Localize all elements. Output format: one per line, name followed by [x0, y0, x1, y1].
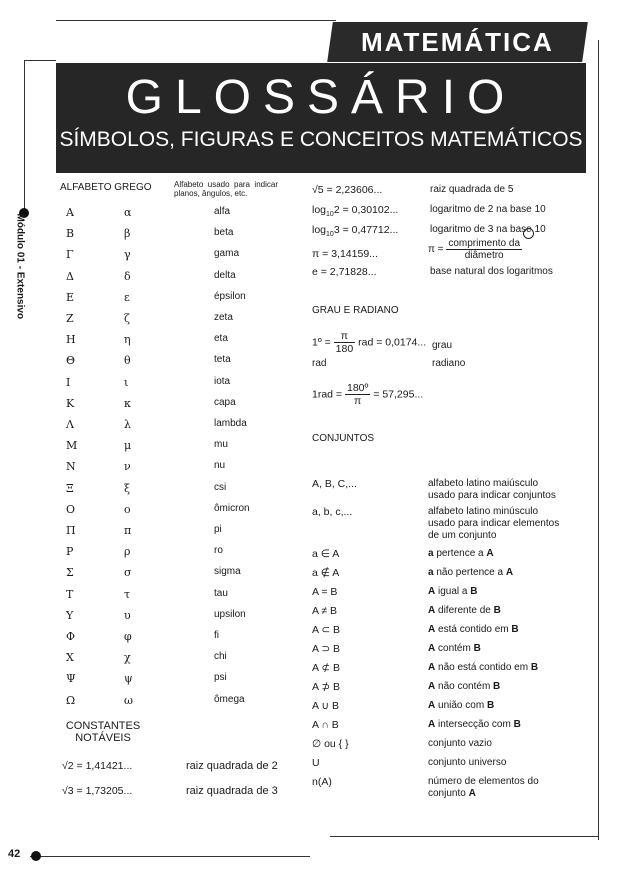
greek-upper: Κ	[66, 396, 75, 410]
left-rule	[24, 60, 25, 210]
greek-lower: ε	[124, 290, 130, 304]
greek-lower: τ	[124, 587, 131, 601]
greek-upper: Ε	[66, 290, 75, 304]
angles-heading: GRAU E RADIANO	[312, 305, 399, 316]
subject-banner: MATEMÁTICA	[327, 22, 588, 62]
greek-lower: φ	[124, 630, 132, 643]
number-desc: logaritmo de 3 na base 10	[430, 224, 546, 235]
greek-lower: δ	[124, 269, 131, 283]
set-description: conjunto universo	[428, 757, 507, 768]
greek-name: ômicron	[214, 502, 250, 514]
greek-lower: χ	[124, 651, 131, 665]
right-rule	[598, 40, 599, 840]
footer-dot	[31, 851, 41, 861]
greek-lower: ο	[124, 502, 131, 516]
greek-name: alfa	[214, 206, 231, 217]
number-expr: π = 3,14159...	[312, 248, 378, 260]
set-description: A está contido em B	[428, 624, 519, 635]
greek-upper: Μ	[66, 439, 78, 453]
set-description: A intersecção com B	[428, 719, 521, 730]
left-top-rule	[24, 60, 56, 61]
greek-name: tau	[214, 587, 228, 599]
greek-upper: Ρ	[66, 545, 74, 559]
constant-expr: √2 = 1,41421...	[62, 760, 133, 772]
greek-upper: Η	[66, 333, 76, 347]
set-symbol: U	[312, 757, 320, 769]
pi-definition: π = $\frac{\text{comprimento da}}{\text{diâmetro}}$	[428, 238, 516, 261]
greek-upper: Χ	[66, 651, 74, 665]
greek-upper: Ο	[66, 502, 76, 516]
greek-upper: Λ	[66, 418, 74, 431]
rad-label: rad	[312, 358, 327, 369]
greek-lower: α	[124, 206, 132, 219]
set-symbol: A ∪ B	[312, 700, 339, 712]
set-symbol: A ⊂ B	[312, 624, 341, 636]
bottom-rule	[30, 856, 310, 857]
greek-upper: Γ	[66, 248, 74, 262]
constant-desc: raiz quadrada de 2	[186, 760, 278, 772]
set-symbol: A ⊅ B	[312, 681, 341, 693]
greek-name: épsilon	[214, 290, 246, 302]
greek-name: fi	[214, 630, 219, 641]
greek-name: iota	[214, 375, 231, 387]
set-description: A não está contido em B	[428, 662, 539, 673]
top-rule	[56, 20, 336, 21]
circle-icon	[523, 228, 534, 239]
degree-formula: 1º = $\frac{\pi}{180}$ rad = 0,0174...	[312, 330, 427, 355]
greek-upper: Υ	[66, 608, 74, 622]
greek-name: nu	[214, 460, 226, 472]
set-description: conjunto vazio	[428, 738, 492, 749]
set-description: A união com B	[428, 700, 495, 711]
greek-lower: ζ	[124, 312, 130, 325]
greek-upper: Ν	[66, 460, 76, 474]
greek-name: beta	[214, 227, 234, 239]
number-expr: √5 = 2,23606...	[312, 184, 383, 196]
greek-upper: Ω	[66, 693, 76, 707]
greek-name: psi	[214, 672, 227, 684]
greek-name: mu	[214, 439, 228, 451]
greek-name: lambda	[214, 418, 247, 429]
set-description: A não contém B	[428, 681, 501, 692]
greek-name: ômega	[214, 693, 245, 705]
constants-heading: CONSTANTES NOTÁVEIS	[65, 720, 141, 744]
greek-upper: Ζ	[66, 312, 74, 325]
set-symbol: a ∈ A	[312, 548, 340, 560]
greek-upper: Ψ	[66, 672, 76, 686]
set-description: número de elementos do conjunto A	[428, 776, 539, 799]
greek-upper: Φ	[66, 630, 76, 643]
greek-upper: Σ	[66, 566, 74, 580]
greek-name: chi	[214, 651, 227, 663]
set-description: A igual a B	[428, 586, 478, 597]
set-description: A diferente de B	[428, 605, 501, 616]
page-number: 42	[8, 848, 21, 860]
greek-lower: θ	[124, 354, 131, 368]
set-symbol: A ⊄ B	[312, 662, 341, 674]
greek-lower: ρ	[124, 545, 131, 559]
set-symbol: ∅ ou { }	[312, 738, 349, 750]
number-expr: $\log_{10}3 = 0,47712$...	[312, 224, 399, 239]
greek-name: capa	[214, 396, 236, 408]
greek-name: eta	[214, 333, 228, 345]
number-expr: $\log_{10}2 = 0,30102$...	[312, 204, 399, 219]
greek-name: upsilon	[214, 608, 246, 620]
greek-name: gama	[214, 248, 240, 260]
radian-formula: 1rad = $\frac{\text{180º}}{\pi}$ = 57,295...	[312, 382, 424, 407]
page-subtitle: SÍMBOLOS, FIGURAS E CONCEITOS MATEMÁTICOS	[59, 128, 583, 151]
greek-lower: ι	[124, 375, 129, 389]
page-title: GLOSSÁRIO	[125, 71, 517, 124]
greek-upper: Θ	[66, 354, 76, 368]
greek-upper: Δ	[66, 269, 74, 283]
greek-upper: Β	[66, 227, 75, 241]
sets-heading: CONJUNTOS	[312, 433, 375, 444]
set-symbol: A ⊃ B	[312, 643, 341, 655]
set-symbol: A, B, C,...	[312, 478, 357, 490]
greek-note: Alfabeto usado para indicar planos, ângulos, etc.	[174, 180, 278, 198]
greek-name: zeta	[214, 312, 233, 323]
greek-upper: Τ	[66, 587, 74, 601]
set-description: alfabeto latino maiúsculo usado para indicar conjuntos	[428, 478, 556, 501]
constant-desc: raiz quadrada de 3	[186, 785, 278, 797]
set-symbol: a, b, c,...	[312, 506, 353, 518]
set-description: a pertence a A	[428, 548, 494, 559]
greek-upper: Π	[66, 524, 76, 537]
greek-name: csi	[214, 481, 227, 493]
set-symbol: a ∉ A	[312, 567, 340, 579]
greek-lower: π	[124, 524, 132, 537]
set-description: alfabeto latino minúsculo usado para indicar elementos de um conjunto	[428, 506, 560, 541]
greek-lower: γ	[124, 248, 131, 262]
greek-lower: β	[124, 227, 131, 241]
greek-lower: η	[124, 333, 131, 347]
radian-unit: radiano	[432, 358, 466, 369]
set-description: A contém B	[428, 643, 481, 654]
constant-expr: √3 = 1,73205...	[62, 785, 133, 797]
greek-lower: λ	[124, 418, 131, 431]
number-desc: logaritmo de 2 na base 10	[430, 204, 546, 215]
set-symbol: n(A)	[312, 776, 332, 788]
greek-name: ro	[214, 545, 223, 557]
greek-name: teta	[214, 354, 231, 366]
set-symbol: A ∩ B	[312, 719, 339, 731]
greek-upper: Ξ	[66, 481, 74, 495]
greek-lower: μ	[124, 439, 132, 453]
greek-lower: κ	[124, 396, 131, 410]
greek-upper: Α	[66, 206, 74, 219]
greek-name: sigma	[214, 566, 241, 578]
set-symbol: A = B	[312, 586, 338, 598]
number-desc: raiz quadrada de 5	[430, 184, 514, 195]
set-symbol: A ≠ B	[312, 605, 338, 617]
degree-unit: grau	[432, 340, 453, 351]
greek-upper: Ι	[66, 375, 71, 389]
greek-name: pi	[214, 524, 222, 535]
greek-lower: ν	[124, 460, 131, 474]
greek-lower: σ	[124, 566, 132, 580]
number-desc: base natural dos logaritmos	[430, 266, 553, 277]
greek-lower: ψ	[124, 672, 133, 686]
module-label: Módulo 01 - Extensivo	[14, 213, 26, 320]
greek-lower: ω	[124, 693, 133, 707]
greek-lower: ξ	[124, 481, 131, 495]
greek-lower: υ	[124, 608, 131, 622]
greek-heading: ALFABETO GREGO	[60, 182, 152, 193]
number-expr: e = 2,71828...	[312, 266, 377, 278]
set-description: a não pertence a A	[428, 567, 514, 578]
bottom-right-rule	[330, 836, 598, 837]
greek-name: delta	[214, 269, 236, 281]
